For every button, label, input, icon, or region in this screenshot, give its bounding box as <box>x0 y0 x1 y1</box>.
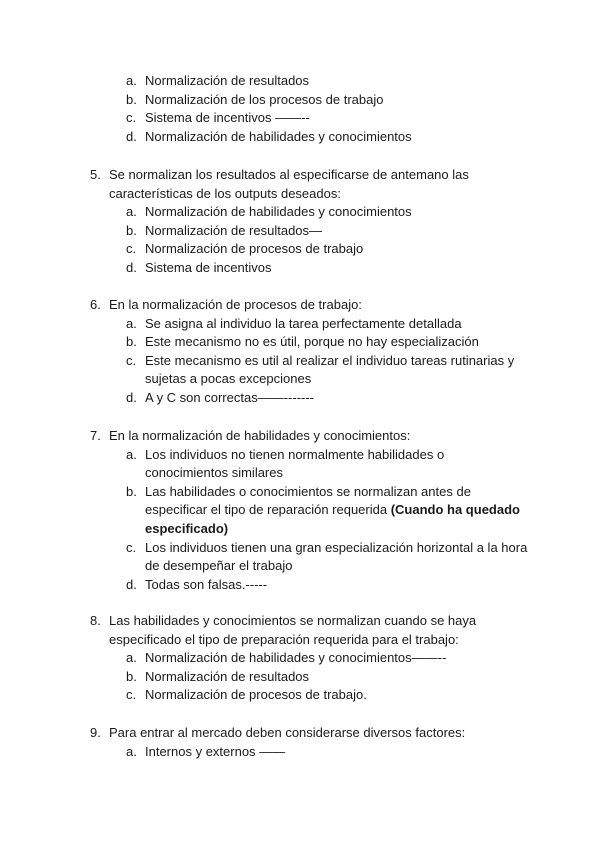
question-8 <box>90 612 530 705</box>
option-a: a. Internos y externos —— <box>126 743 286 759</box>
option-a: a. Normalización de habilidades y conocimientos <box>126 204 412 220</box>
question-7 <box>90 427 530 594</box>
options-list <box>90 446 530 595</box>
question-5 <box>90 166 530 278</box>
option-a: a. Se asigna al individuo la tarea perfectamente detallada <box>126 315 462 331</box>
option-b: b. Este mecanismo no es útil, porque no hay especialización <box>126 334 479 350</box>
option-d: d. Todas son falsas.----- <box>126 576 268 592</box>
options-list <box>90 315 530 408</box>
options-list <box>90 203 530 277</box>
options-list <box>90 649 530 705</box>
question-5-stem: 5. Se normalizan los resultados al especificarse de antemano las características de los outputs deseados: <box>90 167 469 201</box>
option-c: c. Normalización de procesos de trabajo <box>126 241 364 257</box>
option-d: d. A y C son correctas——------- <box>126 389 315 405</box>
question-8-stem: 8. Las habilidades y conocimientos se normalizan cuando se haya especificado el tipo de preparación requerida para el trabajo: <box>90 613 477 647</box>
question-continuation <box>90 72 530 146</box>
options-list <box>90 72 530 146</box>
option-d: d. Sistema de incentivos <box>126 259 272 275</box>
question-9-stem: 9. Para entrar al mercado deben considerarse diversos factores: <box>90 725 466 740</box>
question-6 <box>90 296 530 408</box>
option-b: b. Normalización de resultados— <box>126 222 323 238</box>
question-9 <box>90 724 530 761</box>
option-a: a. Normalización de habilidades y conocimientos——-- <box>126 650 447 666</box>
option-b: b. Normalización de resultados <box>126 668 310 684</box>
option-c: c. Este mecanismo es util al realizar el individuo tareas rutinarias y sujetas a pocas excepciones <box>126 352 515 387</box>
option-c: c. Normalización de procesos de trabajo. <box>126 687 367 703</box>
option-c: c. Los individuos tienen una gran especialización horizontal a la hora de desempeñar el trabajo <box>126 539 528 574</box>
answer-note: (Cuando ha quedado especificado) <box>145 502 520 536</box>
option-b: b. Normalización de los procesos de trabajo <box>126 91 384 107</box>
question-6-stem: 6. En la normalización de procesos de trabajo: <box>90 297 362 312</box>
option-c: c. Sistema de incentivos ——-- <box>126 110 310 126</box>
options-list <box>90 743 530 762</box>
option-d: d. Normalización de habilidades y conocimientos <box>126 128 412 144</box>
option-a: a. Normalización de resultados <box>126 73 310 88</box>
option-b: b. Las habilidades o conocimientos se normalizan antes de especificar el tipo de reparación requerida (Cuando ha quedado especificado) <box>126 483 520 536</box>
question-7-stem: 7. En la normalización de habilidades y conocimientos: <box>90 428 411 443</box>
option-a: a. Los individuos no tienen normalmente habilidades o conocimientos similares <box>126 446 445 481</box>
